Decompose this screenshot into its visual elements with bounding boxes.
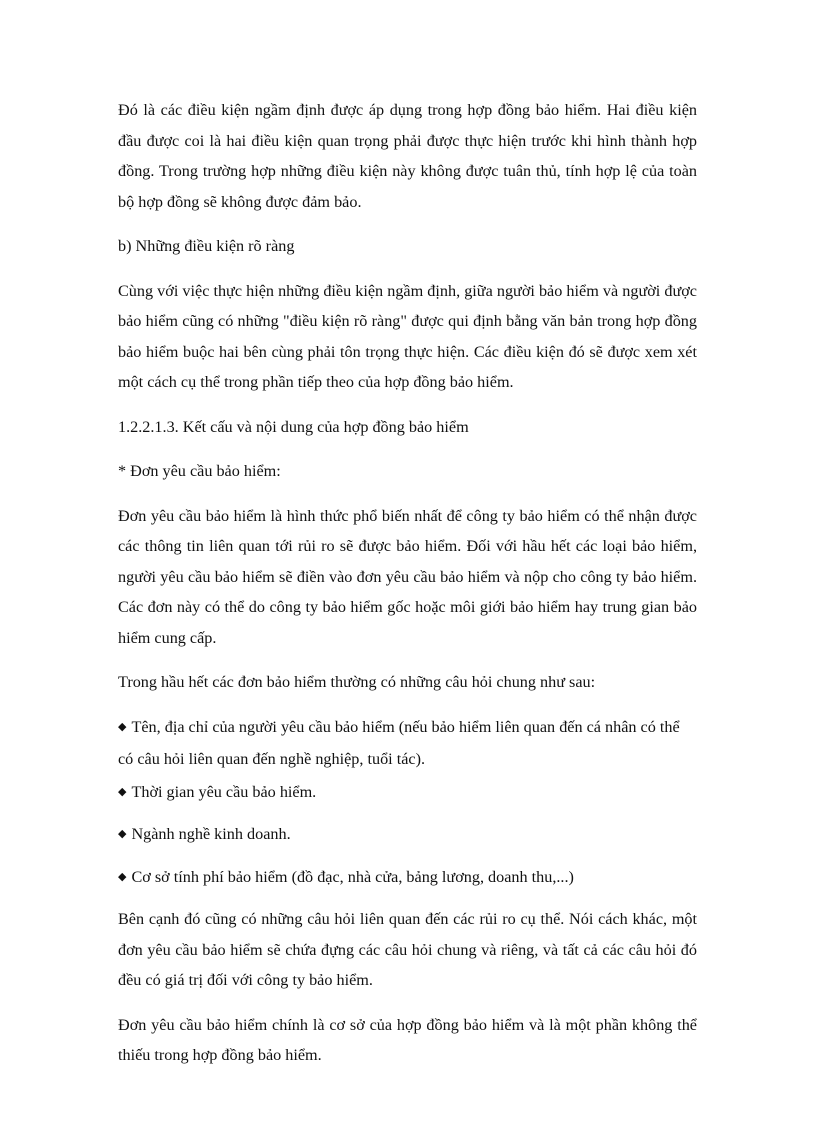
paragraph-application-basis: Đơn yêu cầu bảo hiểm chính là cơ sở của hợp đồng bảo hiểm và là một phần không thể thiếu trong hợp đồng bảo hiểm. [118, 1015, 697, 1064]
list-item [118, 777, 697, 810]
paragraph-explicit-conditions: Cùng với việc thực hiện những điều kiện ngầm định, giữa người bảo hiểm và người được bảo hiểm cũng có những "điều kiện rõ ràng" được qui định bằng văn bản trong hợp đồng bảo hiểm buộc hai bên cùng phải tôn trọng thực hiện. Các điều kiện đó sẽ được xem xét một cách cụ thể trong phần tiếp theo của hợp đồng bảo hiểm. [118, 281, 697, 391]
subheading-application-form: * Đơn yêu cầu bảo hiểm: [118, 462, 281, 480]
list-item-text: Thời gian yêu cầu bảo hiểm. [131, 782, 317, 801]
document-page [118, 95, 697, 1085]
paragraph-common-questions-intro: Trong hầu hết các đơn bảo hiểm thường có những câu hỏi chung như sau: [118, 673, 596, 691]
list-item-text: Cơ sở tính phí bảo hiểm (đồ đạc, nhà cửa, bảng lương, doanh thu,...) [131, 867, 574, 886]
diamond-bullet-icon: ◆ [118, 828, 127, 840]
diamond-bullet-icon: ◆ [118, 720, 127, 733]
diamond-bullet-icon: ◆ [118, 785, 127, 798]
paragraph-implied-conditions: Đó là các điều kiện ngầm định được áp dụng trong hợp đồng bảo hiểm. Hai điều kiện đầu được coi là hai điều kiện quan trọng phải được thực hiện trước khi hình thành hợp đồng. Trong trường hợp những điều kiện này không được tuân thủ, tính hợp lệ của toàn bộ hợp đồng sẽ không được đảm bảo. [118, 101, 697, 211]
diamond-bullet-icon: ◆ [118, 870, 127, 883]
list-item-text: Tên, địa chỉ của người yêu cầu bảo hiểm (nếu bảo hiểm liên quan đến cá nhân có thể có câu hỏi liên quan đến nghề nghiệp, tuổi tác). [118, 717, 680, 768]
list-item-text: Ngành nghề kinh doanh. [131, 825, 291, 843]
list-item [118, 712, 697, 775]
list-item [118, 862, 697, 895]
section-heading-contract-structure: 1.2.2.1.3. Kết cấu và nội dung của hợp đồng bảo hiểm [118, 417, 469, 436]
paragraph-application-form: Đơn yêu cầu bảo hiểm là hình thức phổ biến nhất để công ty bảo hiểm có thể nhận được các thông tin liên quan tới rủi ro sẽ được bảo hiểm. Đối với hầu hết các loại bảo hiểm, người yêu cầu bảo hiểm sẽ điền vào đơn yêu cầu bảo hiểm và nộp cho công ty bảo hiểm. Các đơn này có thể do công ty bảo hiểm gốc hoặc môi giới bảo hiểm hay trung gian bảo hiểm cung cấp. [118, 506, 697, 647]
paragraph-specific-risks: Bên cạnh đó cũng có những câu hỏi liên quan đến các rủi ro cụ thể. Nói cách khác, một đơn yêu cầu bảo hiểm sẽ chứa đựng các câu hỏi chung và riêng, và tất cả các câu hỏi đó đều có giá trị đối với công ty bảo hiểm. [118, 910, 697, 989]
list-item [118, 819, 697, 852]
subheading-explicit-conditions: b) Những điều kiện rõ ràng [118, 237, 295, 255]
